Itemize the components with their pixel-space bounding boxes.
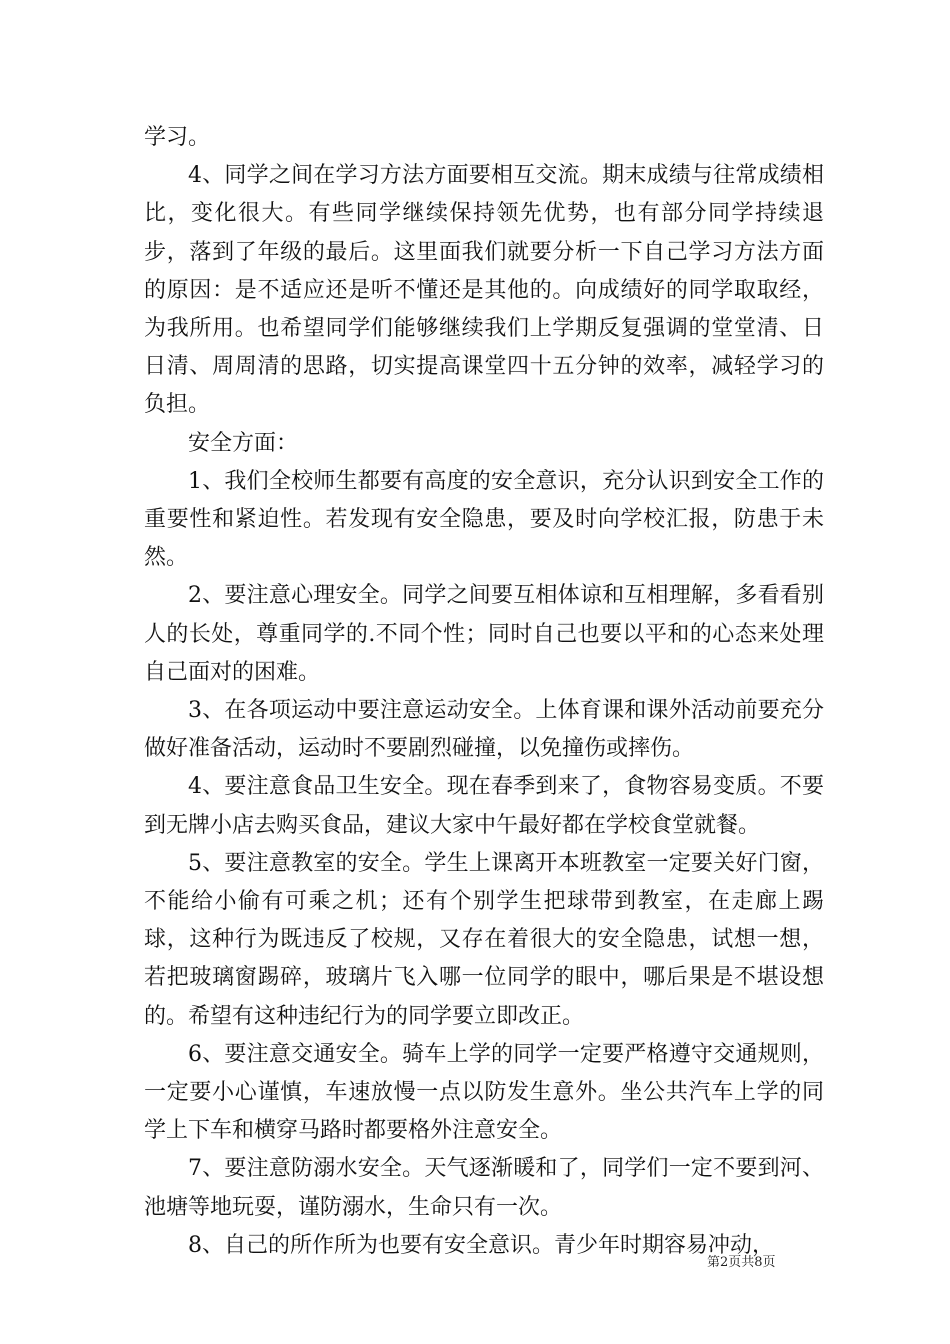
paragraph-safety-item-8: 8、自己的所作所为也要有安全意识。青少年时期容易冲动， bbox=[188, 1232, 774, 1258]
document-body bbox=[144, 119, 824, 1265]
paragraph-safety-item-4: 4、要注意食品卫生安全。现在春季到来了，食物容易变质。不要到无牌小店去购买食品，建议大家中午最好都在学校食堂就餐。 bbox=[144, 774, 824, 838]
paragraph-safety-item-3: 3、在各项运动中要注意运动安全。上体育课和课外活动前要充分做好准备活动，运动时不要剧烈碰撞，以免撞伤或摔伤。 bbox=[144, 698, 824, 762]
paragraph-safety-item-5: 5、要注意教室的安全。学生上课离开本班教室一定要关好门窗，不能给小偷有可乘之机；还有个别学生把球带到教室，在走廊上踢球，这种行为既违反了校规，又存在着很大的安全隐患，试想一想，若把玻璃窗踢碎，玻璃片飞入哪一位同学的眼中，哪后果是不堪设想的。希望有这种违纪行为的同学要立即改正。 bbox=[144, 850, 824, 1029]
section-heading-safety: 安全方面： bbox=[188, 430, 299, 456]
paragraph-safety-item-1: 1、我们全校师生都要有高度的安全意识，充分认识到安全工作的重要性和紧迫性。若发现有安全隐患，要及时向学校汇报，防患于未然。 bbox=[144, 468, 824, 571]
paragraph-safety-item-7: 7、要注意防溺水安全。天气逐渐暖和了，同学们一定不要到河、池塘等地玩耍，谨防溺水，生命只有一次。 bbox=[144, 1156, 824, 1220]
paragraph-safety-item-6: 6、要注意交通安全。骑车上学的同学一定要严格遵守交通规则，一定要小心谨慎，车速放慢一点以防发生意外。坐公共汽车上学的同学上下车和横穿马路时都要格外注意安全。 bbox=[144, 1041, 824, 1144]
paragraph-study-item-4: 4、同学之间在学习方法方面要相互交流。期末成绩与往常成绩相比，变化很大。有些同学继续保持领先优势，也有部分同学持续退步，落到了年级的最后。这里面我们就要分析一下自己学习方法方面的原因：是不适应还是听不懂还是其他的。向成绩好的同学取取经，为我所用。也希望同学们能够继续我们上学期反复强调的堂堂清、日日清、周周清的思路，切实提高课堂四十五分钟的效率，减轻学习的负担。 bbox=[144, 163, 824, 418]
paragraph-continuation: 学习。 bbox=[144, 125, 211, 150]
page-number-footer: 第2页共8页 bbox=[707, 1255, 776, 1270]
paragraph-safety-item-2: 2、要注意心理安全。同学之间要互相体谅和互相理解，多看看别人的长处，尊重同学的.不同个性；同时自己也要以平和的心态来处理自己面对的困难。 bbox=[144, 583, 824, 685]
